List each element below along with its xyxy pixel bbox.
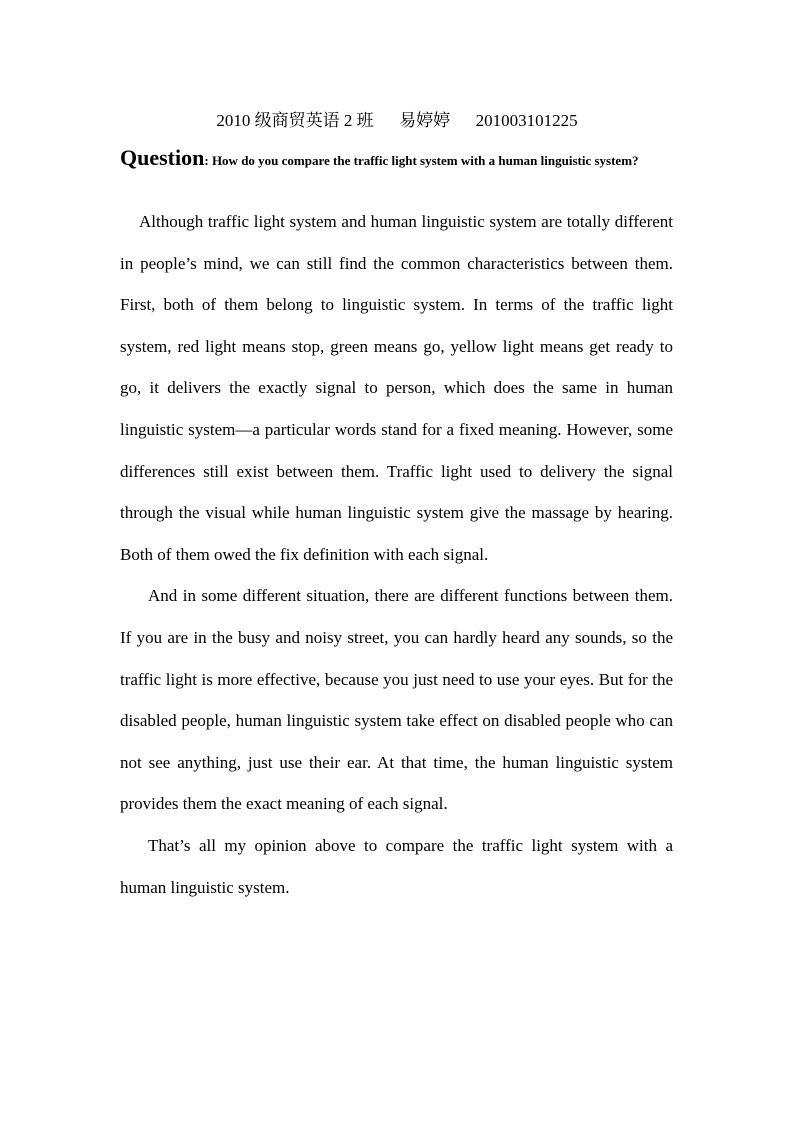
essay-body [120,201,673,908]
question-text: : How do you compare the traffic light system with a human linguistic system? [204,153,639,168]
paragraph-3: That’s all my opinion above to compare the traffic light system with a human linguistic system. [120,835,673,897]
paragraph-1: Although traffic light system and human linguistic system are totally different in people’s mind, we can still find the common characteristics between them. First, both of them belong to linguistic system. In terms of the traffic light system, red light means stop, green means go, yellow light means get ready to go, it delivers the exactly signal to person, which does the same in human linguistic system—a particular words stand for a fixed meaning. However, some differences still exist between them. Traffic light used to delivery the signal through the visual while human linguistic system give the massage by hearing. Both of them owed the fix definition with each signal. [120,212,673,564]
question-label: Question [120,145,205,170]
paragraph-2: And in some different situation, there are different functions between them. If you are in the busy and noisy street, you can hardly heard any sounds, so the traffic light is more effective, because you just need to use your eyes. But for the disabled people, human linguistic system take effect on disabled people who can not see anything, just use their ear. At that time, the human linguistic system provides them the exact meaning of each signal. [120,586,673,814]
page-header: 2010 级商贸英语 2 班 易婷婷 201003101225 [216,111,578,130]
question-block [120,144,672,175]
